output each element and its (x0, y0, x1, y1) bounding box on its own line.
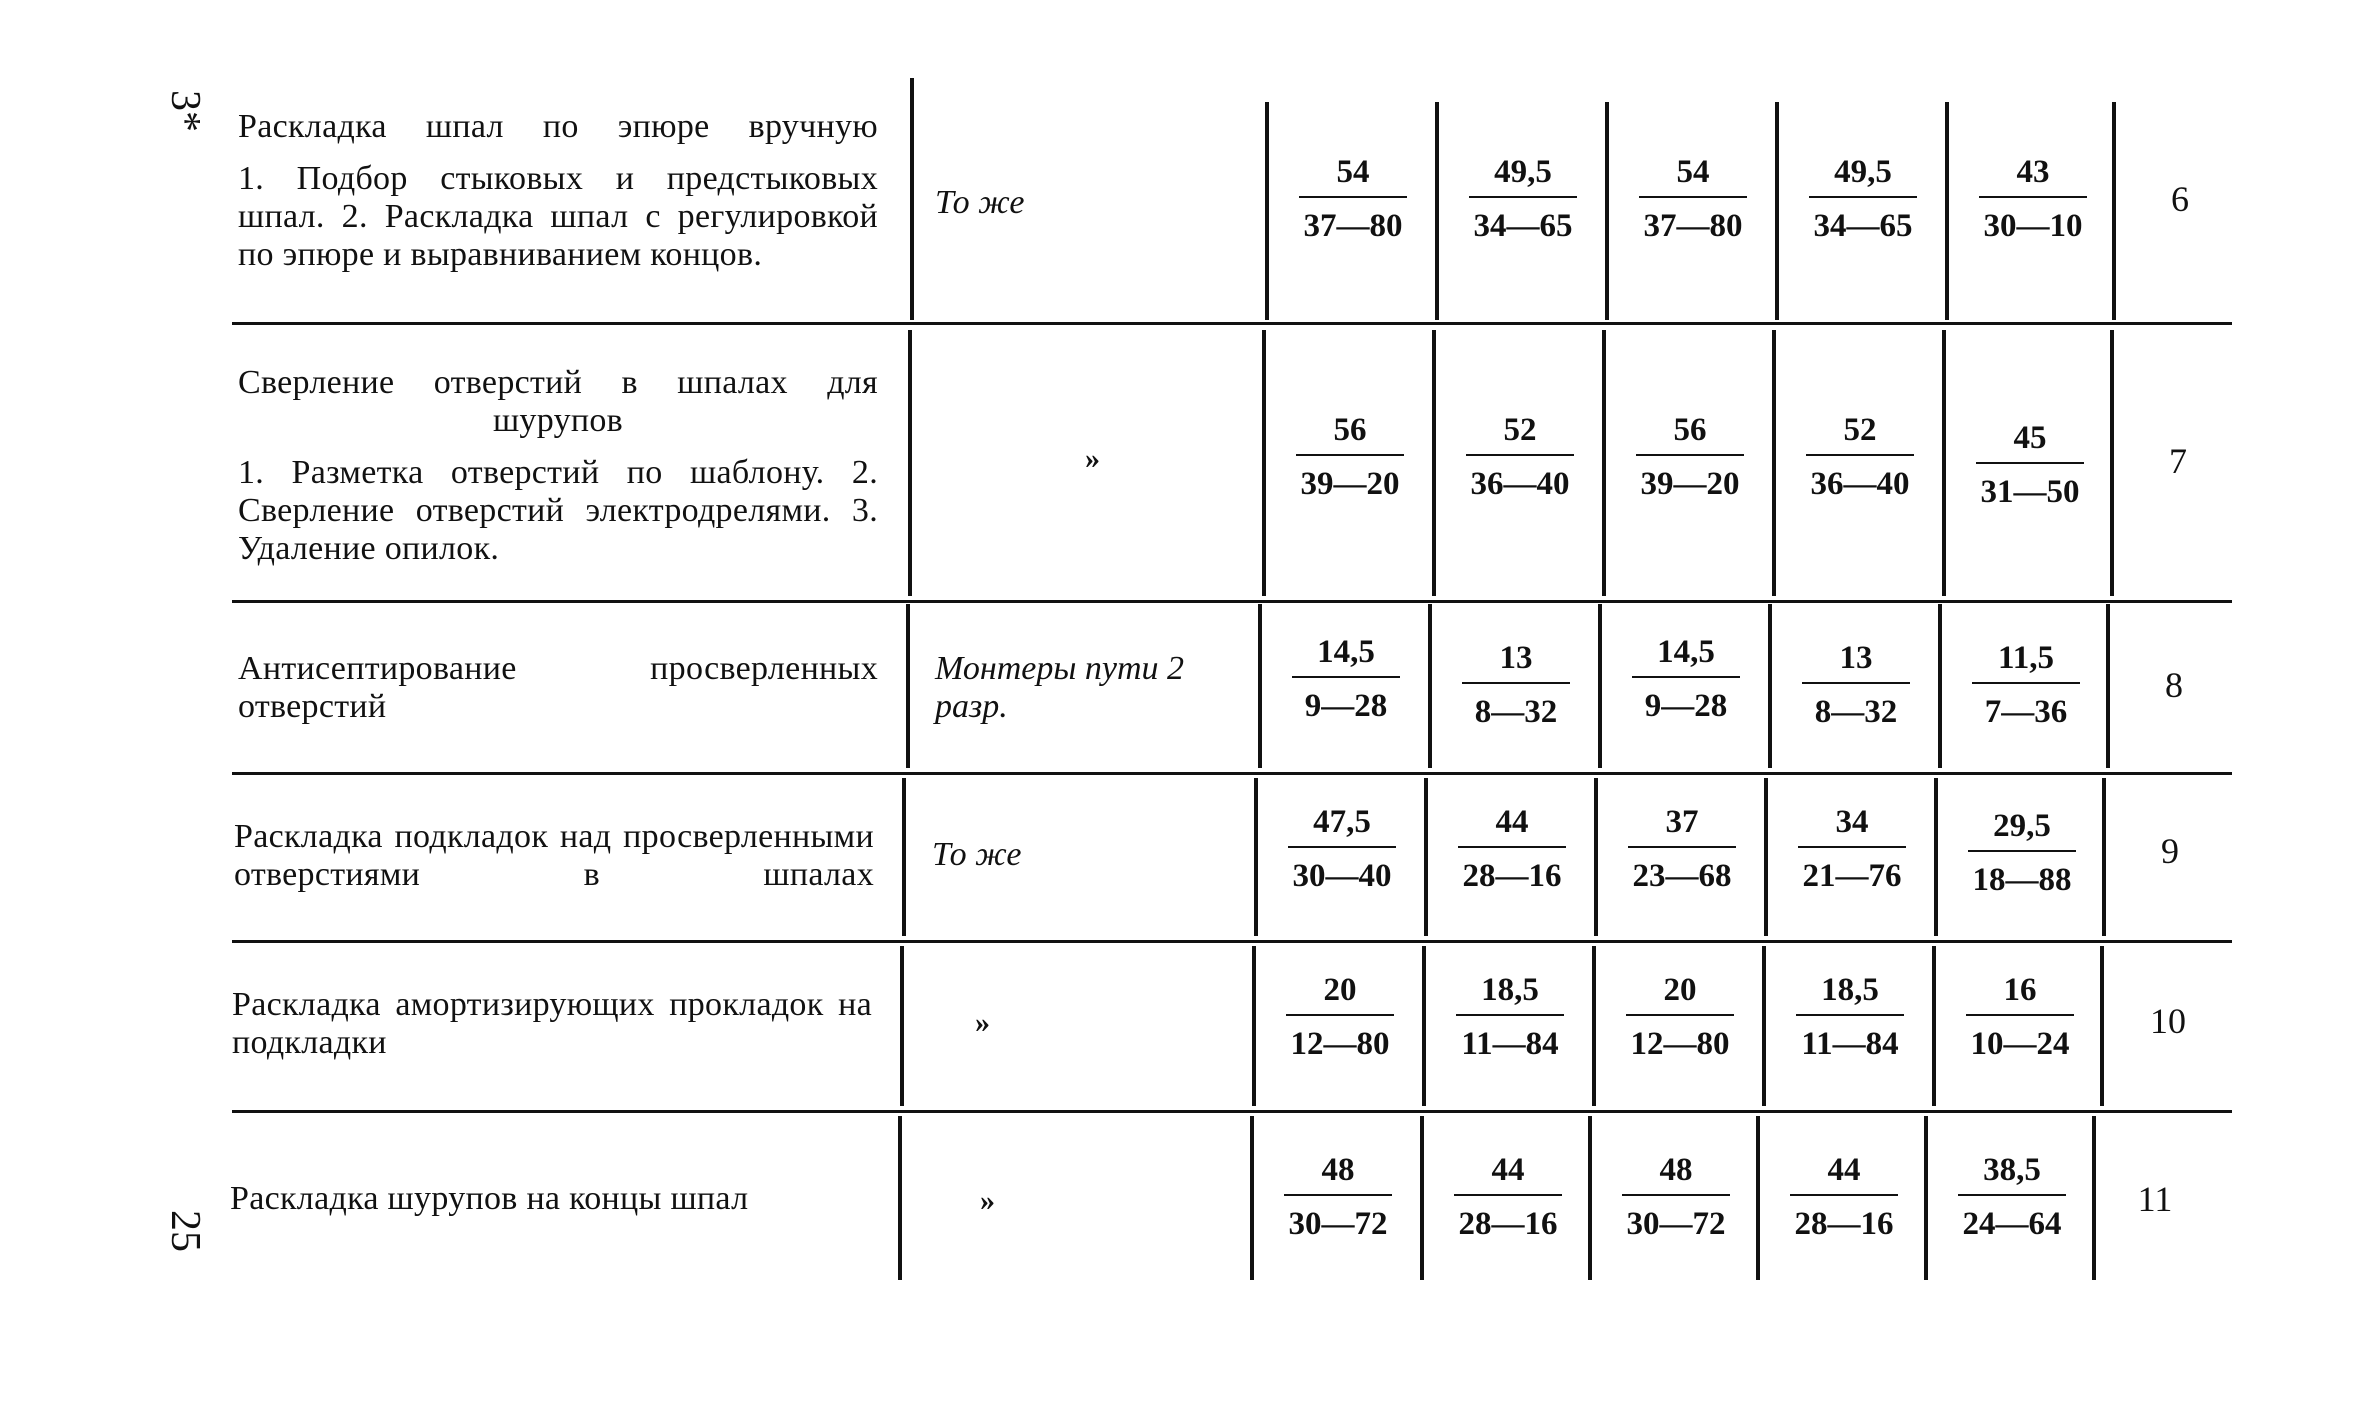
fraction-line (1296, 454, 1404, 456)
operation-description (238, 650, 878, 726)
row-number: 7 (2169, 441, 2187, 481)
fraction-line (1790, 1194, 1898, 1196)
norm-time: 18,5 (1821, 972, 1879, 1008)
column-divider (910, 78, 914, 320)
norm-cell (1257, 800, 1427, 898)
norm-rate: 34—65 (1473, 208, 1573, 244)
norm-rate: 30—40 (1292, 858, 1392, 894)
norm-cell (1601, 630, 1771, 728)
row-divider (232, 600, 2232, 603)
norm-cell (1945, 416, 2115, 514)
norm-time: 44 (1491, 1152, 1525, 1188)
operation-title: Раскладка шпал по эпюре вручную (238, 108, 878, 145)
norm-time: 16 (2003, 972, 2037, 1008)
norm-cell (1265, 408, 1435, 506)
norm-time: 48 (1659, 1152, 1693, 1188)
norm-time: 49,5 (1494, 154, 1552, 190)
column-divider (2100, 946, 2104, 1106)
norm-rate: 28—16 (1462, 858, 1562, 894)
fraction-line (1299, 196, 1407, 198)
row-divider (232, 772, 2232, 775)
norm-cell (1591, 1148, 1761, 1246)
norm-rate: 9—28 (1304, 688, 1388, 724)
norm-rate: 10—24 (1970, 1026, 2070, 1062)
norm-rate: 8—32 (1814, 694, 1898, 730)
norm-cell (1759, 1148, 1929, 1246)
operation-description (238, 108, 878, 274)
row-divider (232, 1110, 2232, 1113)
fraction-line (1622, 1194, 1730, 1196)
operation-title: Раскладка амортизирующих прокладок на подкладки (232, 986, 872, 1062)
page-number: 25 (162, 1210, 208, 1252)
norm-rate: 7—36 (1984, 694, 2068, 730)
fraction-line (1639, 196, 1747, 198)
norm-time: 47,5 (1313, 804, 1371, 840)
operation-title: Антисептирование просверленных отверстий (238, 650, 878, 726)
norm-time: 18,5 (1481, 972, 1539, 1008)
column-divider (2112, 102, 2116, 320)
fraction-line (1462, 682, 1570, 684)
column-divider (2110, 330, 2114, 596)
fraction-line (1292, 676, 1400, 678)
norm-cell (1597, 800, 1767, 898)
operation-steps: 1. Разметка отверстий по шаблону. 2. Сверление отверстий электродрелями. 3. Удаление опилок. (238, 454, 878, 568)
norm-cell (1595, 968, 1765, 1066)
norm-cell (1261, 630, 1431, 728)
norm-rate: 11—84 (1461, 1026, 1559, 1062)
row-number: 9 (2161, 831, 2179, 871)
fraction-line (1469, 196, 1577, 198)
norm-cell (1608, 150, 1778, 248)
norm-cell (1435, 408, 1605, 506)
fraction-line (1976, 462, 2084, 464)
norm-rate: 34—65 (1813, 208, 1913, 244)
norm-time: 54 (1336, 154, 1370, 190)
norm-cell (1935, 968, 2105, 1066)
norm-rate: 37—80 (1643, 208, 1743, 244)
fraction-line (1456, 1014, 1564, 1016)
norm-cell (1767, 800, 1937, 898)
column-divider (2092, 1116, 2096, 1280)
fraction-line (1286, 1014, 1394, 1016)
fraction-line (1632, 676, 1740, 678)
norm-rate: 23—68 (1632, 858, 1732, 894)
fraction-line (1466, 454, 1574, 456)
norm-time: 44 (1495, 804, 1529, 840)
norm-rate: 30—10 (1983, 208, 2083, 244)
operation-title: Раскладка шурупов на концы шпал (230, 1180, 749, 1217)
norm-rate: 28—16 (1458, 1206, 1558, 1242)
column-divider (898, 1116, 902, 1280)
fraction-line (1284, 1194, 1392, 1196)
row-divider (232, 940, 2232, 943)
norm-cell (1431, 636, 1601, 734)
row-divider (232, 322, 2232, 325)
crew-cell: То же (932, 836, 1022, 873)
norm-time: 48 (1321, 1152, 1355, 1188)
norm-rate: 39—20 (1640, 466, 1740, 502)
fraction-line (1972, 682, 2080, 684)
norm-cell (1425, 968, 1595, 1066)
fraction-line (1802, 682, 1910, 684)
fraction-line (1968, 850, 2076, 852)
norm-time: 45 (2013, 420, 2047, 456)
column-divider (902, 778, 906, 936)
fraction-line (1288, 846, 1396, 848)
fraction-line (1798, 846, 1906, 848)
operation-description (238, 364, 878, 568)
norm-cell (1937, 804, 2107, 902)
fraction-line (1454, 1194, 1562, 1196)
operation-description (232, 986, 872, 1062)
row-number: 11 (2137, 1179, 2173, 1219)
norm-time: 13 (1839, 640, 1873, 676)
norm-time: 49,5 (1834, 154, 1892, 190)
norm-rate: 12—80 (1290, 1026, 1390, 1062)
norm-cell (1253, 1148, 1423, 1246)
fraction-line (1628, 846, 1736, 848)
operation-description (230, 1180, 870, 1218)
norm-cell (1775, 408, 1945, 506)
crew-cell: » (975, 1006, 990, 1039)
fraction-line (1979, 196, 2087, 198)
norm-time: 52 (1843, 412, 1877, 448)
norm-rate: 36—40 (1470, 466, 1570, 502)
norm-rate: 39—20 (1300, 466, 1400, 502)
norm-cell (1778, 150, 1948, 248)
norm-cell (1438, 150, 1608, 248)
crew-cell: То же (935, 184, 1025, 221)
norm-rate: 36—40 (1810, 466, 1910, 502)
column-divider (2106, 604, 2110, 768)
crew-cell: » (1085, 442, 1100, 475)
norm-cell (1268, 150, 1438, 248)
norm-time: 43 (2016, 154, 2050, 190)
fraction-line (1806, 454, 1914, 456)
norm-rate: 28—16 (1794, 1206, 1894, 1242)
row-number: 8 (2165, 665, 2183, 705)
norm-time: 11,5 (1998, 640, 2054, 676)
crew-cell: Монтеры пути 2 разр. (935, 650, 1185, 726)
norm-rate: 30—72 (1626, 1206, 1726, 1242)
operation-steps: 1. Подбор стыковых и предстыковых шпал. 2. Раскладка шпал с регулировкой по эпюре и выравниванием концов. (238, 160, 878, 274)
fraction-line (1458, 846, 1566, 848)
norm-time: 29,5 (1993, 808, 2051, 844)
norm-rate: 30—72 (1288, 1206, 1388, 1242)
norm-rate: 8—32 (1474, 694, 1558, 730)
fraction-line (1626, 1014, 1734, 1016)
operation-description (234, 818, 874, 894)
fraction-line (1809, 196, 1917, 198)
norm-time: 44 (1827, 1152, 1861, 1188)
norm-time: 56 (1673, 412, 1707, 448)
norm-rate: 9—28 (1644, 688, 1728, 724)
norm-cell (1927, 1148, 2097, 1246)
norm-rate: 37—80 (1303, 208, 1403, 244)
norm-time: 20 (1323, 972, 1357, 1008)
norm-time: 52 (1503, 412, 1537, 448)
norm-time: 54 (1676, 154, 1710, 190)
norm-time: 56 (1333, 412, 1367, 448)
crew-cell: » (980, 1184, 995, 1217)
column-divider (900, 946, 904, 1106)
norm-time: 14,5 (1657, 634, 1715, 670)
norm-rate: 21—76 (1802, 858, 1902, 894)
row-number: 6 (2171, 179, 2189, 219)
norm-cell (1771, 636, 1941, 734)
row-number: 10 (2150, 1001, 2186, 1041)
norm-rate: 11—84 (1801, 1026, 1899, 1062)
norm-rate: 12—80 (1630, 1026, 1730, 1062)
norm-time: 34 (1835, 804, 1869, 840)
operation-title: Раскладка подкладок над просверленными отверстиями в шпалах (234, 818, 874, 894)
fraction-line (1958, 1194, 2066, 1196)
norm-cell (1765, 968, 1935, 1066)
norm-time: 38,5 (1983, 1152, 2041, 1188)
operation-title: Сверление отверстий в шпалах для шурупов (238, 364, 878, 440)
norm-rate: 18—88 (1972, 862, 2072, 898)
norm-cell (1941, 636, 2111, 734)
column-divider (908, 330, 912, 596)
norm-rate: 31—50 (1980, 474, 2080, 510)
fraction-line (1796, 1014, 1904, 1016)
norm-time: 13 (1499, 640, 1533, 676)
column-divider (2102, 778, 2106, 936)
column-divider (906, 604, 910, 768)
norm-cell (1605, 408, 1775, 506)
norm-cell (1427, 800, 1597, 898)
page-marker-top: 3* (162, 90, 208, 132)
norm-cell (1255, 968, 1425, 1066)
norm-cell (1948, 150, 2118, 248)
norm-rate: 24—64 (1962, 1206, 2062, 1242)
norm-cell (1423, 1148, 1593, 1246)
norm-time: 14,5 (1317, 634, 1375, 670)
norm-time: 20 (1663, 972, 1697, 1008)
fraction-line (1966, 1014, 2074, 1016)
fraction-line (1636, 454, 1744, 456)
norm-time: 37 (1665, 804, 1699, 840)
